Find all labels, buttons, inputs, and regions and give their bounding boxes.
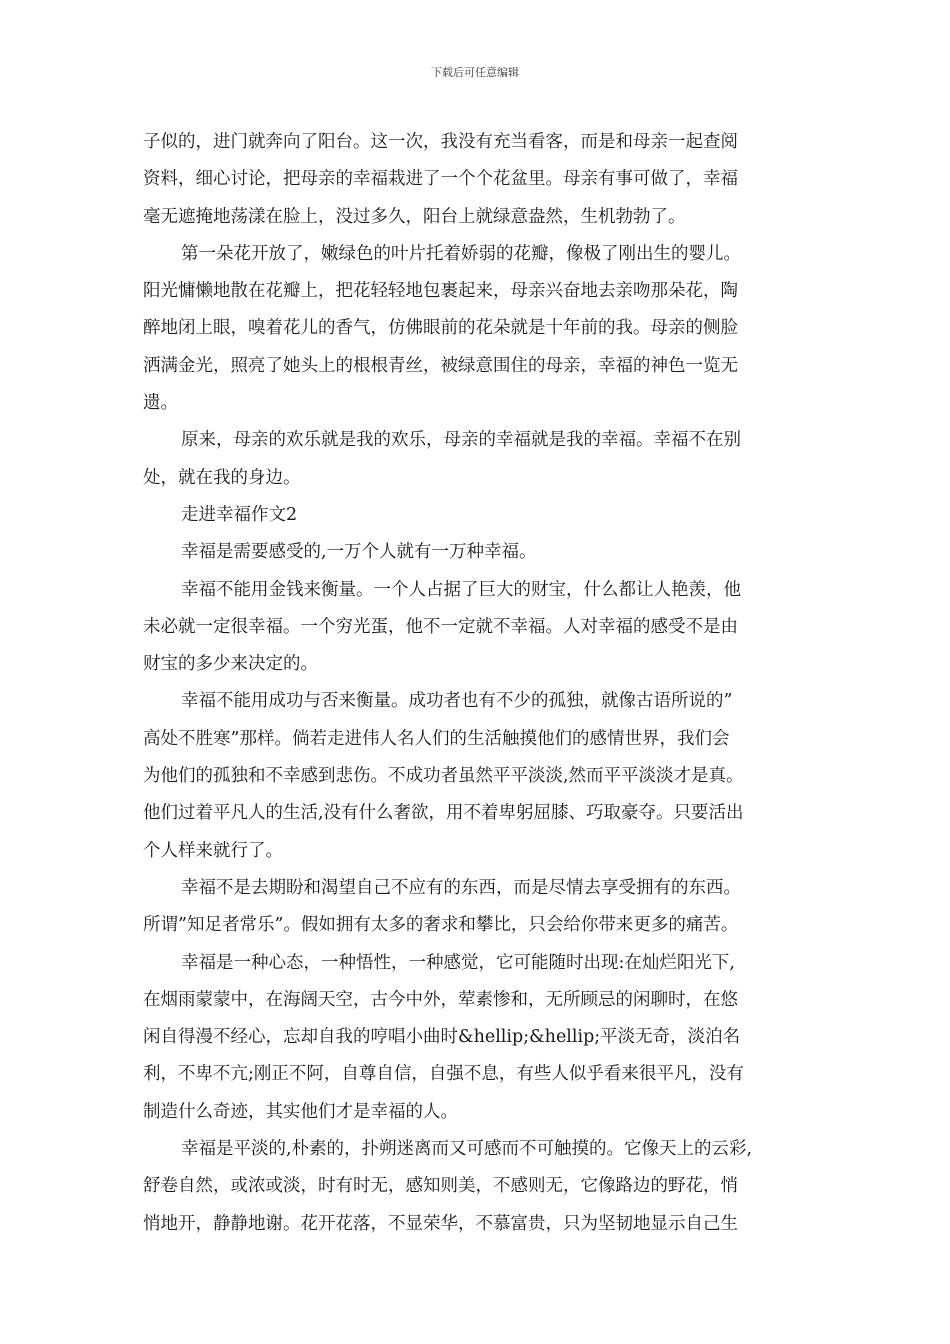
text-line: 他们过着平凡人的生活,没有什么奢欲，用不着卑躬屈膝、巧取豪夺。只要活出 xyxy=(143,803,744,824)
text-line: 醉地闭上眼，嗅着花儿的香气，仿佛眼前的花朵就是十年前的我。母亲的侧脸 xyxy=(143,318,738,339)
document-body xyxy=(143,124,829,1243)
text-line: 资料，细心讨论，把母亲的幸福栽进了一个个花盆里。母亲有事可做了，幸福 xyxy=(143,169,738,190)
text-line: 未必就一定很幸福。一个穷光蛋，他不一定就不幸福。人对幸福的感受不是由 xyxy=(143,616,738,637)
text-line: 子似的，进门就奔向了阳台。这一次，我没有充当看客，而是和母亲一起查阅 xyxy=(143,132,738,152)
text-line: 悄地开，静静地谢。花开花落，不显荣华，不慕富贵，只为坚韧地显示自己生 xyxy=(143,1213,738,1234)
text-line: 舒卷自然，或浓或淡，时有时无，感知则美，不感则无，它像路边的野花，悄 xyxy=(143,1176,738,1197)
text-line: 幸福不能用成功与否来衡量。成功者也有不少的孤独，就像古语所说的” xyxy=(181,691,733,712)
text-line: 幸福是平淡的,朴素的，扑朔迷离而又可感而不可触摸的。它像天上的云彩, xyxy=(181,1139,753,1160)
text-line: 个人样来就行了。 xyxy=(143,840,283,861)
text-line: 原来，母亲的欢乐就是我的欢乐，母亲的幸福就是我的幸福。幸福不在别 xyxy=(181,430,741,451)
text-line: 在烟雨蒙蒙中，在海阔天空，古今中外，荤素惨和，无所顾忌的闲聊时，在悠 xyxy=(143,989,738,1010)
text-line: 高处不胜寒”那样。倘若走进伟人名人们的生活触摸他们的感情世界，我们会 xyxy=(143,728,730,749)
page-header: 下载后可任意编辑 xyxy=(431,66,519,79)
text-line: 幸福是一种心态，一种悟性，一种感觉，它可能随时出现:在灿烂阳光下, xyxy=(181,952,735,973)
text-line: 幸福不是去期盼和渴望自己不应有的东西，而是尽情去享受拥有的东西。 xyxy=(181,877,741,898)
text-line: 处，就在我的身边。 xyxy=(143,467,301,488)
text-line: 幸福不能用金钱来衡量。一个人占据了巨大的财宝，什么都让人艳羡，他 xyxy=(181,579,741,600)
text-line: 财宝的多少来决定的。 xyxy=(143,654,318,675)
text-line: 为他们的孤独和不幸感到悲伤。不成功者虽然平平淡淡,然而平平淡淡才是真。 xyxy=(143,766,744,787)
text-line: 第一朵花开放了，嫩绿色的叶片托着娇弱的花瓣，像极了刚出生的婴儿。 xyxy=(181,243,741,264)
text-line: 阳光慵懒地散在花瓣上，把花轻轻地包裹起来，母亲兴奋地去亲吻那朵花，陶 xyxy=(143,281,738,302)
text-line: 制造什么奇迹，其实他们才是幸福的人。 xyxy=(143,1101,458,1122)
text-line: 所谓”知足者常乐”。假如拥有太多的奢求和攀比，只会给你带来更多的痛苦。 xyxy=(143,915,739,936)
text-line: 走进幸福作文2 xyxy=(181,504,298,525)
text-line: 利，不卑不亢;刚正不阿，自尊自信，自强不息，有些人似乎看来很平凡，没有 xyxy=(143,1064,744,1085)
text-line: 幸福是需要感受的,一万个人就有一万种幸福。 xyxy=(181,542,537,563)
text-line: 遗。 xyxy=(143,393,178,414)
text-line: 毫无遮掩地荡漾在脸上，没过多久，阳台上就绿意盎然，生机勃勃了。 xyxy=(143,206,686,227)
text-line: 闲自得漫不经心，忘却自我的哼唱小曲时&hellip;&hellip;平淡无奇，淡泊名 xyxy=(143,1027,741,1048)
text-line: 洒满金光，照亮了她头上的根根青丝，被绿意围住的母亲，幸福的神色一览无 xyxy=(143,355,738,376)
